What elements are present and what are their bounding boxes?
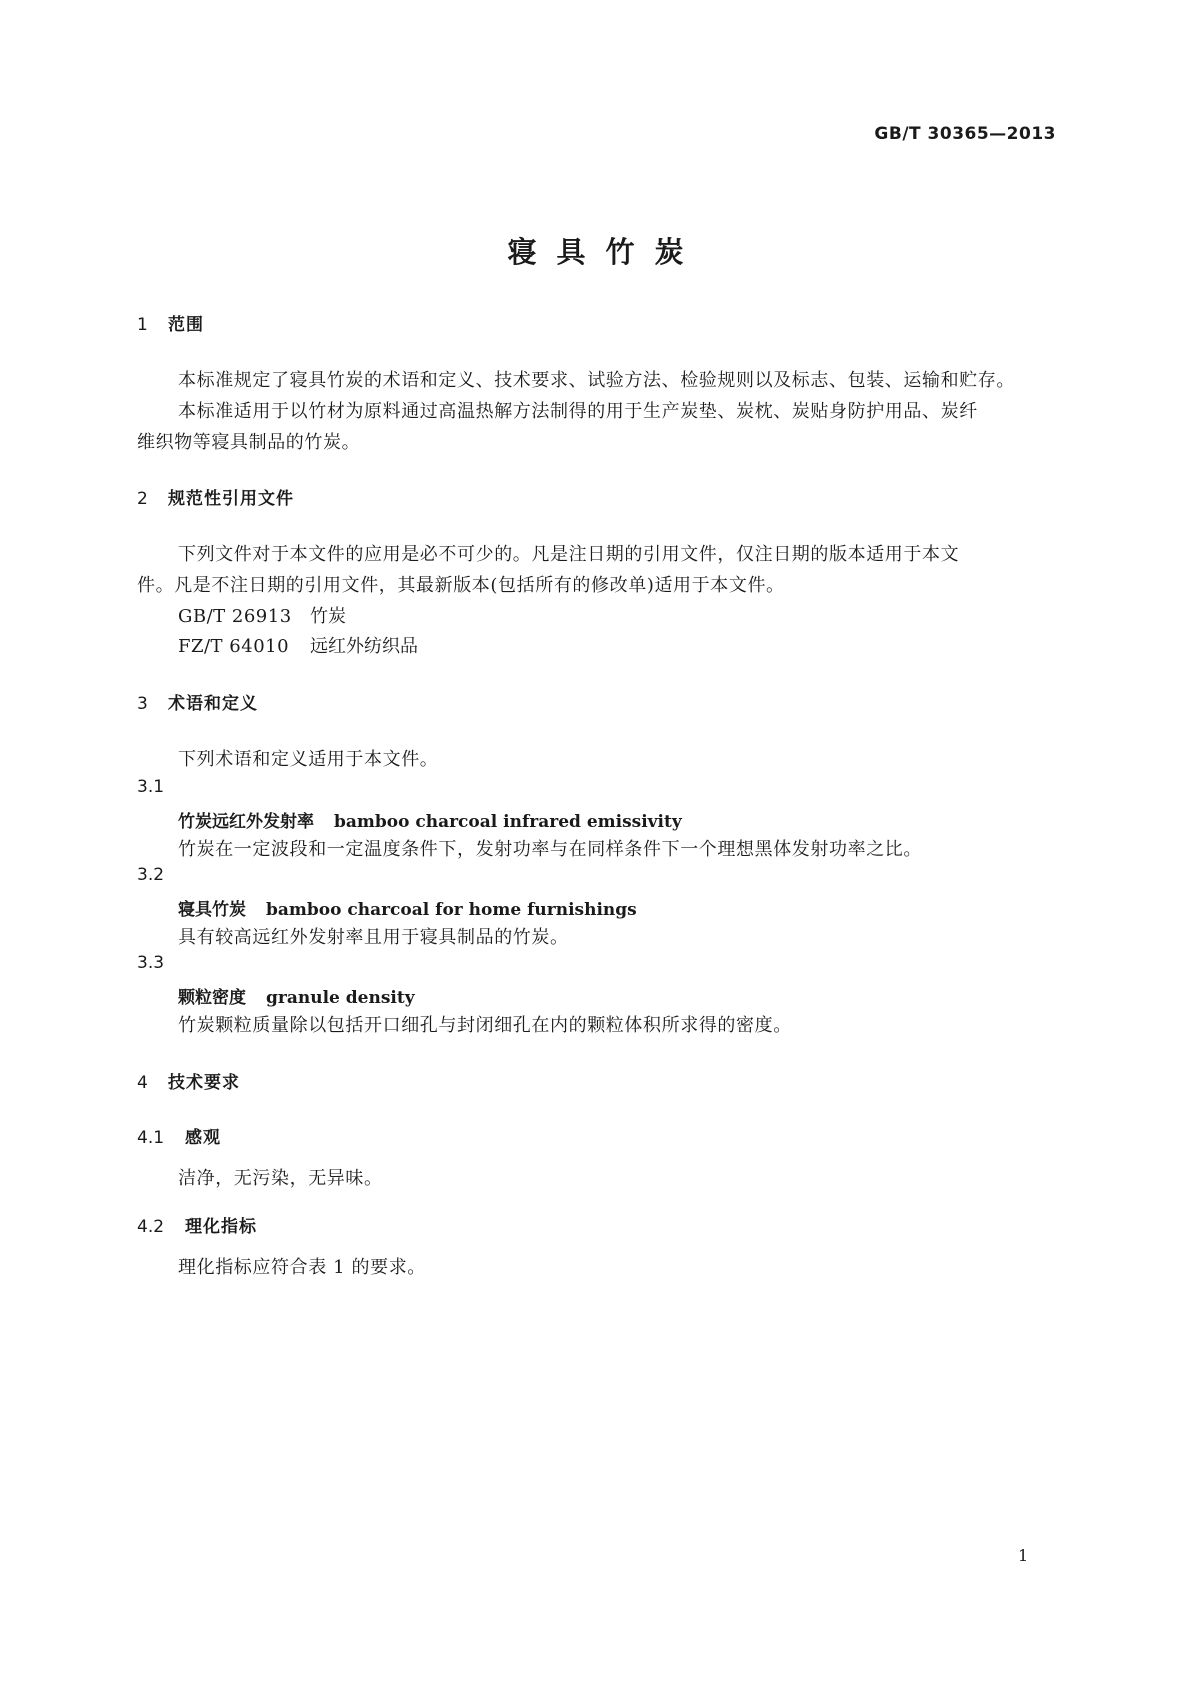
reference-code: FZ/T 64010 [178,636,290,657]
term-definition: 具有较高远红外发射率且用于寝具制品的竹炭。 [178,927,569,948]
subsection-title: 理化指标 [185,1217,257,1237]
reference-code: GB/T 26913 [178,606,292,627]
subsection-number: 4.2 [137,1217,165,1237]
scope-paragraph-2-line-2: 维织物等寝具制品的竹炭。 [137,432,361,453]
section-number: 4 [137,1073,148,1093]
section-title: 术语和定义 [168,694,258,714]
term-heading [178,983,415,1008]
section-number: 3 [137,694,148,714]
references-intro-line-1: 下列文件对于本文件的应用是必不可少的。凡是注日期的引用文件，仅注日期的版本适用于本文 [178,544,960,565]
term-number: 3.2 [137,865,165,885]
standard-number: GB/T 30365—2013 [874,124,1056,144]
term-en: granule density [266,988,415,1008]
section-2-heading [137,484,294,509]
term-number: 3.3 [137,953,165,973]
term-zh: 竹炭远红外发射率 [178,812,314,832]
scope-paragraph-2-line-1: 本标准适用于以竹材为原料通过高温热解方法制得的用于生产炭垫、炭枕、炭贴身防护用品、炭纤 [178,401,978,422]
section-title: 技术要求 [168,1073,240,1093]
reference-title: 竹炭 [310,606,346,627]
term-en: bamboo charcoal for home furnishings [266,900,637,920]
subsection-4-2-heading [137,1212,257,1237]
term-zh: 寝具竹炭 [178,900,246,920]
term-number: 3.1 [137,777,165,797]
scope-paragraph-1: 本标准规定了寝具竹炭的术语和定义、技术要求、试验方法、检验规则以及标志、包装、运输和贮存。 [178,370,1015,391]
section-title: 规范性引用文件 [168,489,294,509]
references-intro-line-2: 件。凡是不注日期的引用文件，其最新版本(包括所有的修改单)适用于本文件。 [137,575,785,596]
term-zh: 颗粒密度 [178,988,246,1008]
document-title: 寝具竹炭 [507,235,704,269]
appearance-text: 洁净，无污染，无异味。 [178,1168,383,1189]
subsection-title: 感观 [185,1128,221,1148]
term-heading [178,895,637,920]
section-4-heading [137,1068,240,1093]
term-heading [178,807,682,832]
subsection-number: 4.1 [137,1128,165,1148]
section-3-heading [137,689,258,714]
reference-title: 远红外纺织品 [310,636,418,657]
subsection-4-1-heading [137,1123,221,1148]
term-definition: 竹炭颗粒质量除以包括开口细孔与封闭细孔在内的颗粒体积所求得的密度。 [178,1015,792,1036]
term-definition: 竹炭在一定波段和一定温度条件下，发射功率与在同样条件下一个理想黑体发射功率之比。 [178,839,922,860]
section-number: 2 [137,489,148,509]
section-number: 1 [137,315,148,335]
section-title: 范围 [168,315,204,335]
page-number: 1 [1018,1546,1029,1565]
term-en: bamboo charcoal infrared emissivity [334,812,682,832]
section-1-heading [137,310,204,335]
terms-intro: 下列术语和定义适用于本文件。 [178,749,439,770]
reference-item [178,602,346,628]
physicochemical-text: 理化指标应符合表 1 的要求。 [178,1257,426,1278]
reference-item [178,632,418,658]
